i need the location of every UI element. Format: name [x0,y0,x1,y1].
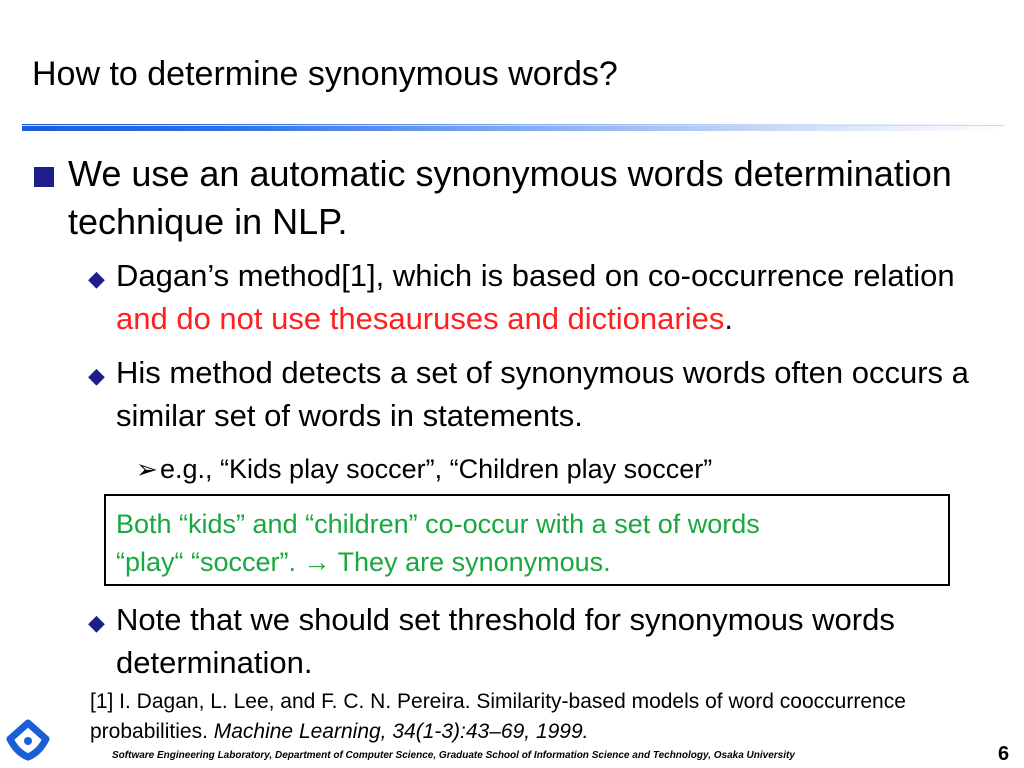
footer-text: Software Engineering Laboratory, Department of Computer Science, Graduate School of Information Science and Technology, Osaka University [112,750,795,761]
diamond-bullet-icon: ◆ [88,363,105,388]
reference-journal: Machine Learning, 34(1-3):43–69, 1999. [213,720,589,743]
sub-bullet-dagan-method [116,254,996,340]
note-text [116,505,946,581]
bullet-main-text: We use an automatic synonymous words determination technique in NLP. [68,153,952,242]
diamond-bullet-icon: ◆ [88,610,105,635]
square-bullet-icon [34,167,54,187]
sub-bullet-method-detects: His method detects a set of synonymous words often occurs a similar set of words in statements. [116,355,969,433]
note-line-2 [116,543,946,581]
arrowhead-bullet-icon: ➢ [136,454,158,484]
dagan-method-period: . [724,301,733,336]
university-logo-icon [6,717,50,761]
note-line-2-suffix: They are synonymous. [330,547,611,577]
slide-title: How to determine synonymous words? [32,55,618,93]
reference-citation [90,687,970,747]
right-arrow-icon: → [303,547,331,577]
diamond-bullet-icon: ◆ [88,266,105,291]
dagan-method-highlight: and do not use thesauruses and dictionaries [116,301,725,336]
title-underline-highlight [22,125,1004,126]
reference-authors: [1] I. Dagan, L. Lee, and F. C. N. Pereira. Similarity-based models of word cooccurrence probabilities. [90,690,906,743]
page-number: 6 [998,743,1010,765]
dagan-method-text: Dagan’s method[1], which is based on co-occurrence relation [116,258,955,293]
sub-bullet-threshold: Note that we should set threshold for synonymous words determination. [116,602,895,680]
note-line-1: Both “kids” and “children” co-occur with a set of words [116,509,760,539]
example-text: e.g., “Kids play soccer”, “Children play soccer” [160,454,713,484]
note-line-2-prefix: “play“ “soccer”. [116,547,304,577]
